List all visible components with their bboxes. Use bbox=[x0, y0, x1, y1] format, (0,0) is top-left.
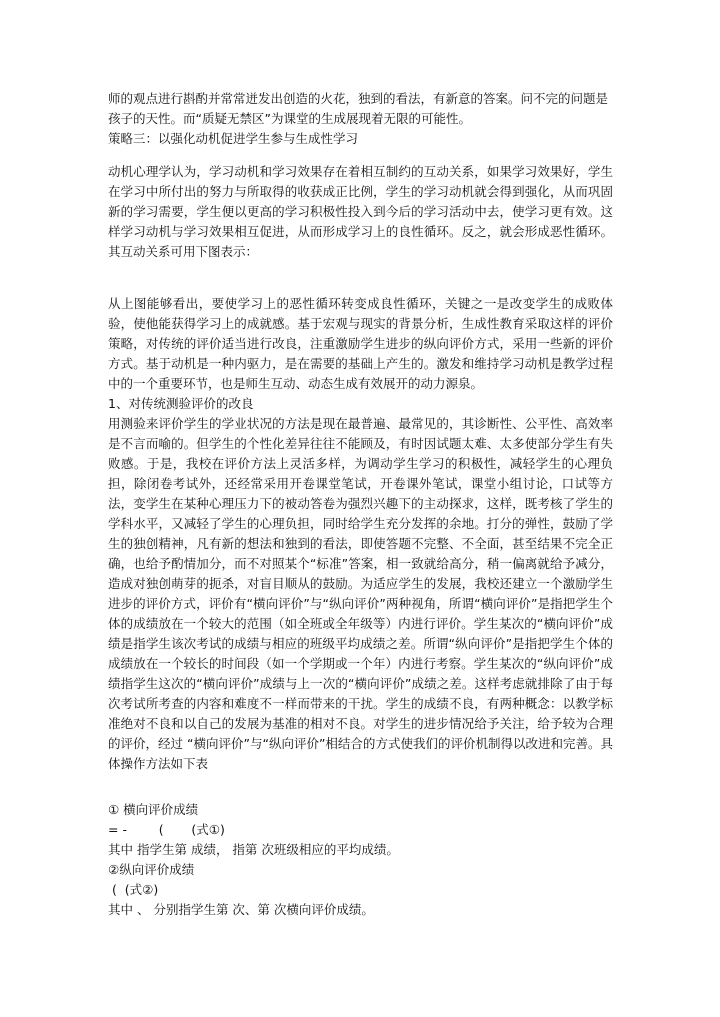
intro-text bbox=[108, 89, 613, 129]
reform-paragraph: 用测验来评价学生的学业状况的方法是现在最普遍、最常见的，其诊断性、公平性、高效率是不言而喻的。但学生的个性化差异往往不能顾及，有时因试题太难、太多使部分学生有失败感。于是，我校在评价方法上灵活多样，为调动学生学习的积极性，减轻学生的心理负担，除闭卷考试外，还经常采用开卷课堂笔试，开卷课外笔试，课堂小组讨论，口试等方法，变学生在某种心理压力下的被动答卷为强烈兴趣下的主动探求，这样，既考核了学生的学科水平，又减轻了学生的心理负担，同时给学生充分发挥的余地。打分的弹性，鼓励了学生的独创精神，凡有新的想法和独到的看法，即使答题不完整、不全面，甚至结果不完全正确，也给予酌情加分，而不对照某个“标准”答案，相一致就给高分，稍一偏离就给予减分，造成对独创萌芽的扼杀，对盲目顺从的鼓励。为适应学生的发展，我校还建立一个激励学生进步的评价方式，评价有“横向评价”与“纵向评价”两种视角，所谓“横向评价”是指把学生个体的成绩放在一个较大的范围（如全班或全年级等）内进行评价。学生某次的“横向评价”成绩是指学生该次考试的成绩与相应的班级平均成绩之差。所谓“纵向评价”是指把学生个体的成绩放在一个较长的时间段（如一个学期或一个年）内进行考察。学生某次的“纵向评价”成绩指学生这次的“横向评价”成绩与上一次的“横向评价”成绩之差。这样考虑就排除了由于每次考试所考查的内容和难度不一样而带来的干扰。学生的成绩不良，有两种概念：以教学标准绝对不良和以自己的发展为基准的相对不良。对学生的进步情况给予关注，给予较为合理的评价，经过 “横向评价”与“纵向评价”相结合的方式使我们的评价机制得以改进和完善。具体操作方法如下表 bbox=[108, 416, 613, 771]
reform-section bbox=[108, 414, 613, 774]
analysis-paragraph: 从上图能够看出，要使学习上的恶性循环转变成良性循环，关键之一是改变学生的成败体验，使他能获得学习上的成就感。基于宏观与现实的背景分析，生成性教育采取这样的评价策略，对传统的评价适当进行改良，注重激励学生进步的纵向评价方式，采用一些新的评价方式。基于动机是一种内驱力，是在需要的基础上产生的。激发和维持学习动机是教学过程中的一个重要环节，也是师生互动、动态生成有效展开的动力源泉。 bbox=[108, 296, 613, 391]
analysis-section bbox=[108, 294, 613, 414]
horizontal-score-heading: ① 横向评价成绩 bbox=[108, 802, 199, 817]
reform-subheading: 1、对传统测验评价的改良 bbox=[108, 396, 254, 411]
intro-line-2: 孩子的天性。而“质疑无禁区”为课堂的生成展现着无限的可能性。 bbox=[108, 111, 471, 126]
formula-section bbox=[108, 800, 613, 920]
formula-2: ( (式②) bbox=[108, 882, 159, 897]
strategy-heading bbox=[108, 129, 613, 149]
motivation-paragraph: 动机心理学认为，学习动机和学习效果存在着相互制约的互动关系，如果学习效果好，学生在学习中所付出的努力与所取得的收获成正比例，学生的学习动机就会得到强化，从而巩固新的学习需要，学生便以更高的学习积极性投入到今后的学习活动中去，使学习更有效。这样学习动机与学习效果相互促进，从而形成学习上的良性循环。反之，就会形成恶性循环。其互动关系可用下图表示： bbox=[108, 164, 613, 259]
formula-1: = - ( (式①) bbox=[108, 822, 225, 837]
strategy3-heading: 策略三：以强化动机促进学生参与生成性学习 bbox=[108, 131, 359, 146]
vertical-score-heading: ②纵向评价成绩 bbox=[108, 862, 195, 877]
intro-line-1: 师的观点进行斟酌并常常迸发出创造的火花，独到的看法，有新意的答案。问不完的问题是 bbox=[108, 91, 609, 106]
formula-1-note: 其中 指学生第 成绩， 指第 次班级相应的平均成绩。 bbox=[108, 842, 399, 857]
formula-2-note: 其中 、 分别指学生第 次、第 次横向评价成绩。 bbox=[108, 902, 374, 917]
motivation-section bbox=[108, 162, 613, 262]
